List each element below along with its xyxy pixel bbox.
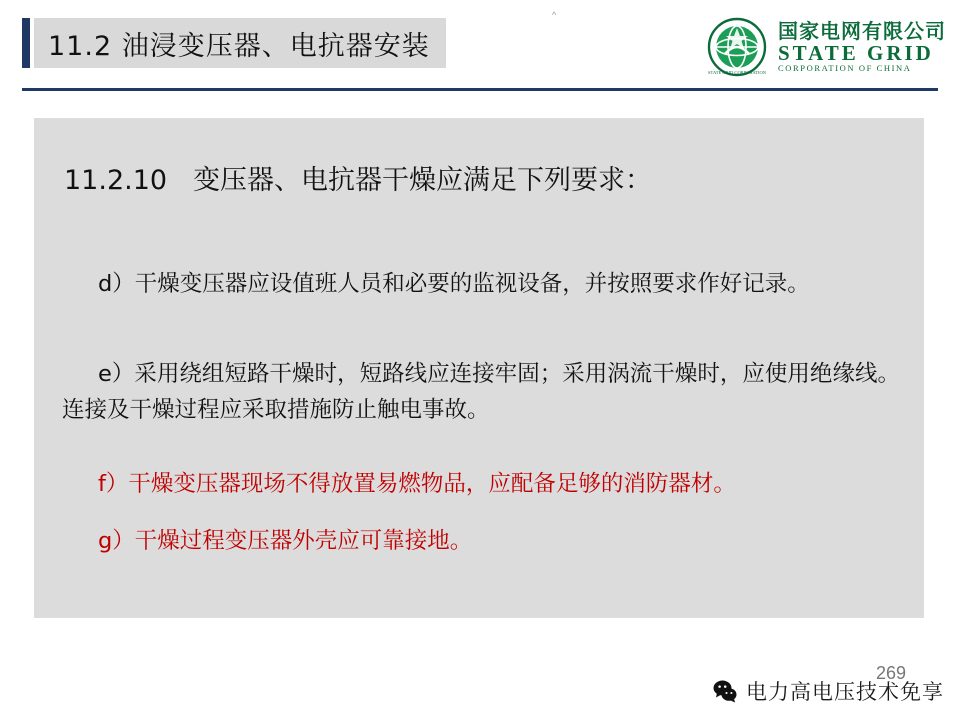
paragraph-f [62,466,900,502]
slide-title-box [34,18,446,68]
logo-company-cn: 国家电网有限公司 [778,19,946,44]
logo-company-sub: CORPORATION OF CHINA [778,63,912,74]
paragraph-g-text: g）干燥过程变压器外壳应可靠接地。 [98,528,473,554]
paragraph-d-text: d）干燥变压器应设值班人员和必要的监视设备，并按照要求作好记录。 [98,271,810,297]
logo-company-en: STATE GRID [778,41,934,66]
slide-footer [0,640,960,720]
svg-text:STATE GRID CORPORATION: STATE GRID CORPORATION [708,70,766,75]
page-number: 269 [875,663,906,683]
state-grid-globe-icon [706,16,768,78]
paragraph-g [62,523,900,559]
decorative-mark: ^ [552,10,557,20]
state-grid-logo [706,14,946,80]
content-panel [34,118,924,618]
paragraph-d [62,266,900,302]
clause-title: 变压器、电抗器干燥应满足下列要求： [193,165,653,196]
paragraph-e [62,356,900,428]
clause-heading [64,158,652,197]
paragraph-e-text: e）采用绕组短路干燥时，短路线应连接牢固；采用涡流干燥时，应使用绝缘线。连接及干燥过程应采取措施防止触电事故。 [62,361,900,423]
wechat-badge [712,676,944,706]
logo-text-block [778,21,946,73]
title-underline [22,88,938,91]
paragraph-f-text: f）干燥变压器现场不得放置易燃物品，应配备足够的消防器材。 [98,471,736,497]
title-accent-bar [22,18,30,68]
wechat-account-name: 电力高电压技术免享 [746,680,944,704]
clause-number: 11.2.10 [64,165,168,196]
wechat-icon [712,678,738,704]
page-title: 11.2 油浸变压器、电抗器安装 [48,30,430,62]
slide-header [0,0,960,96]
